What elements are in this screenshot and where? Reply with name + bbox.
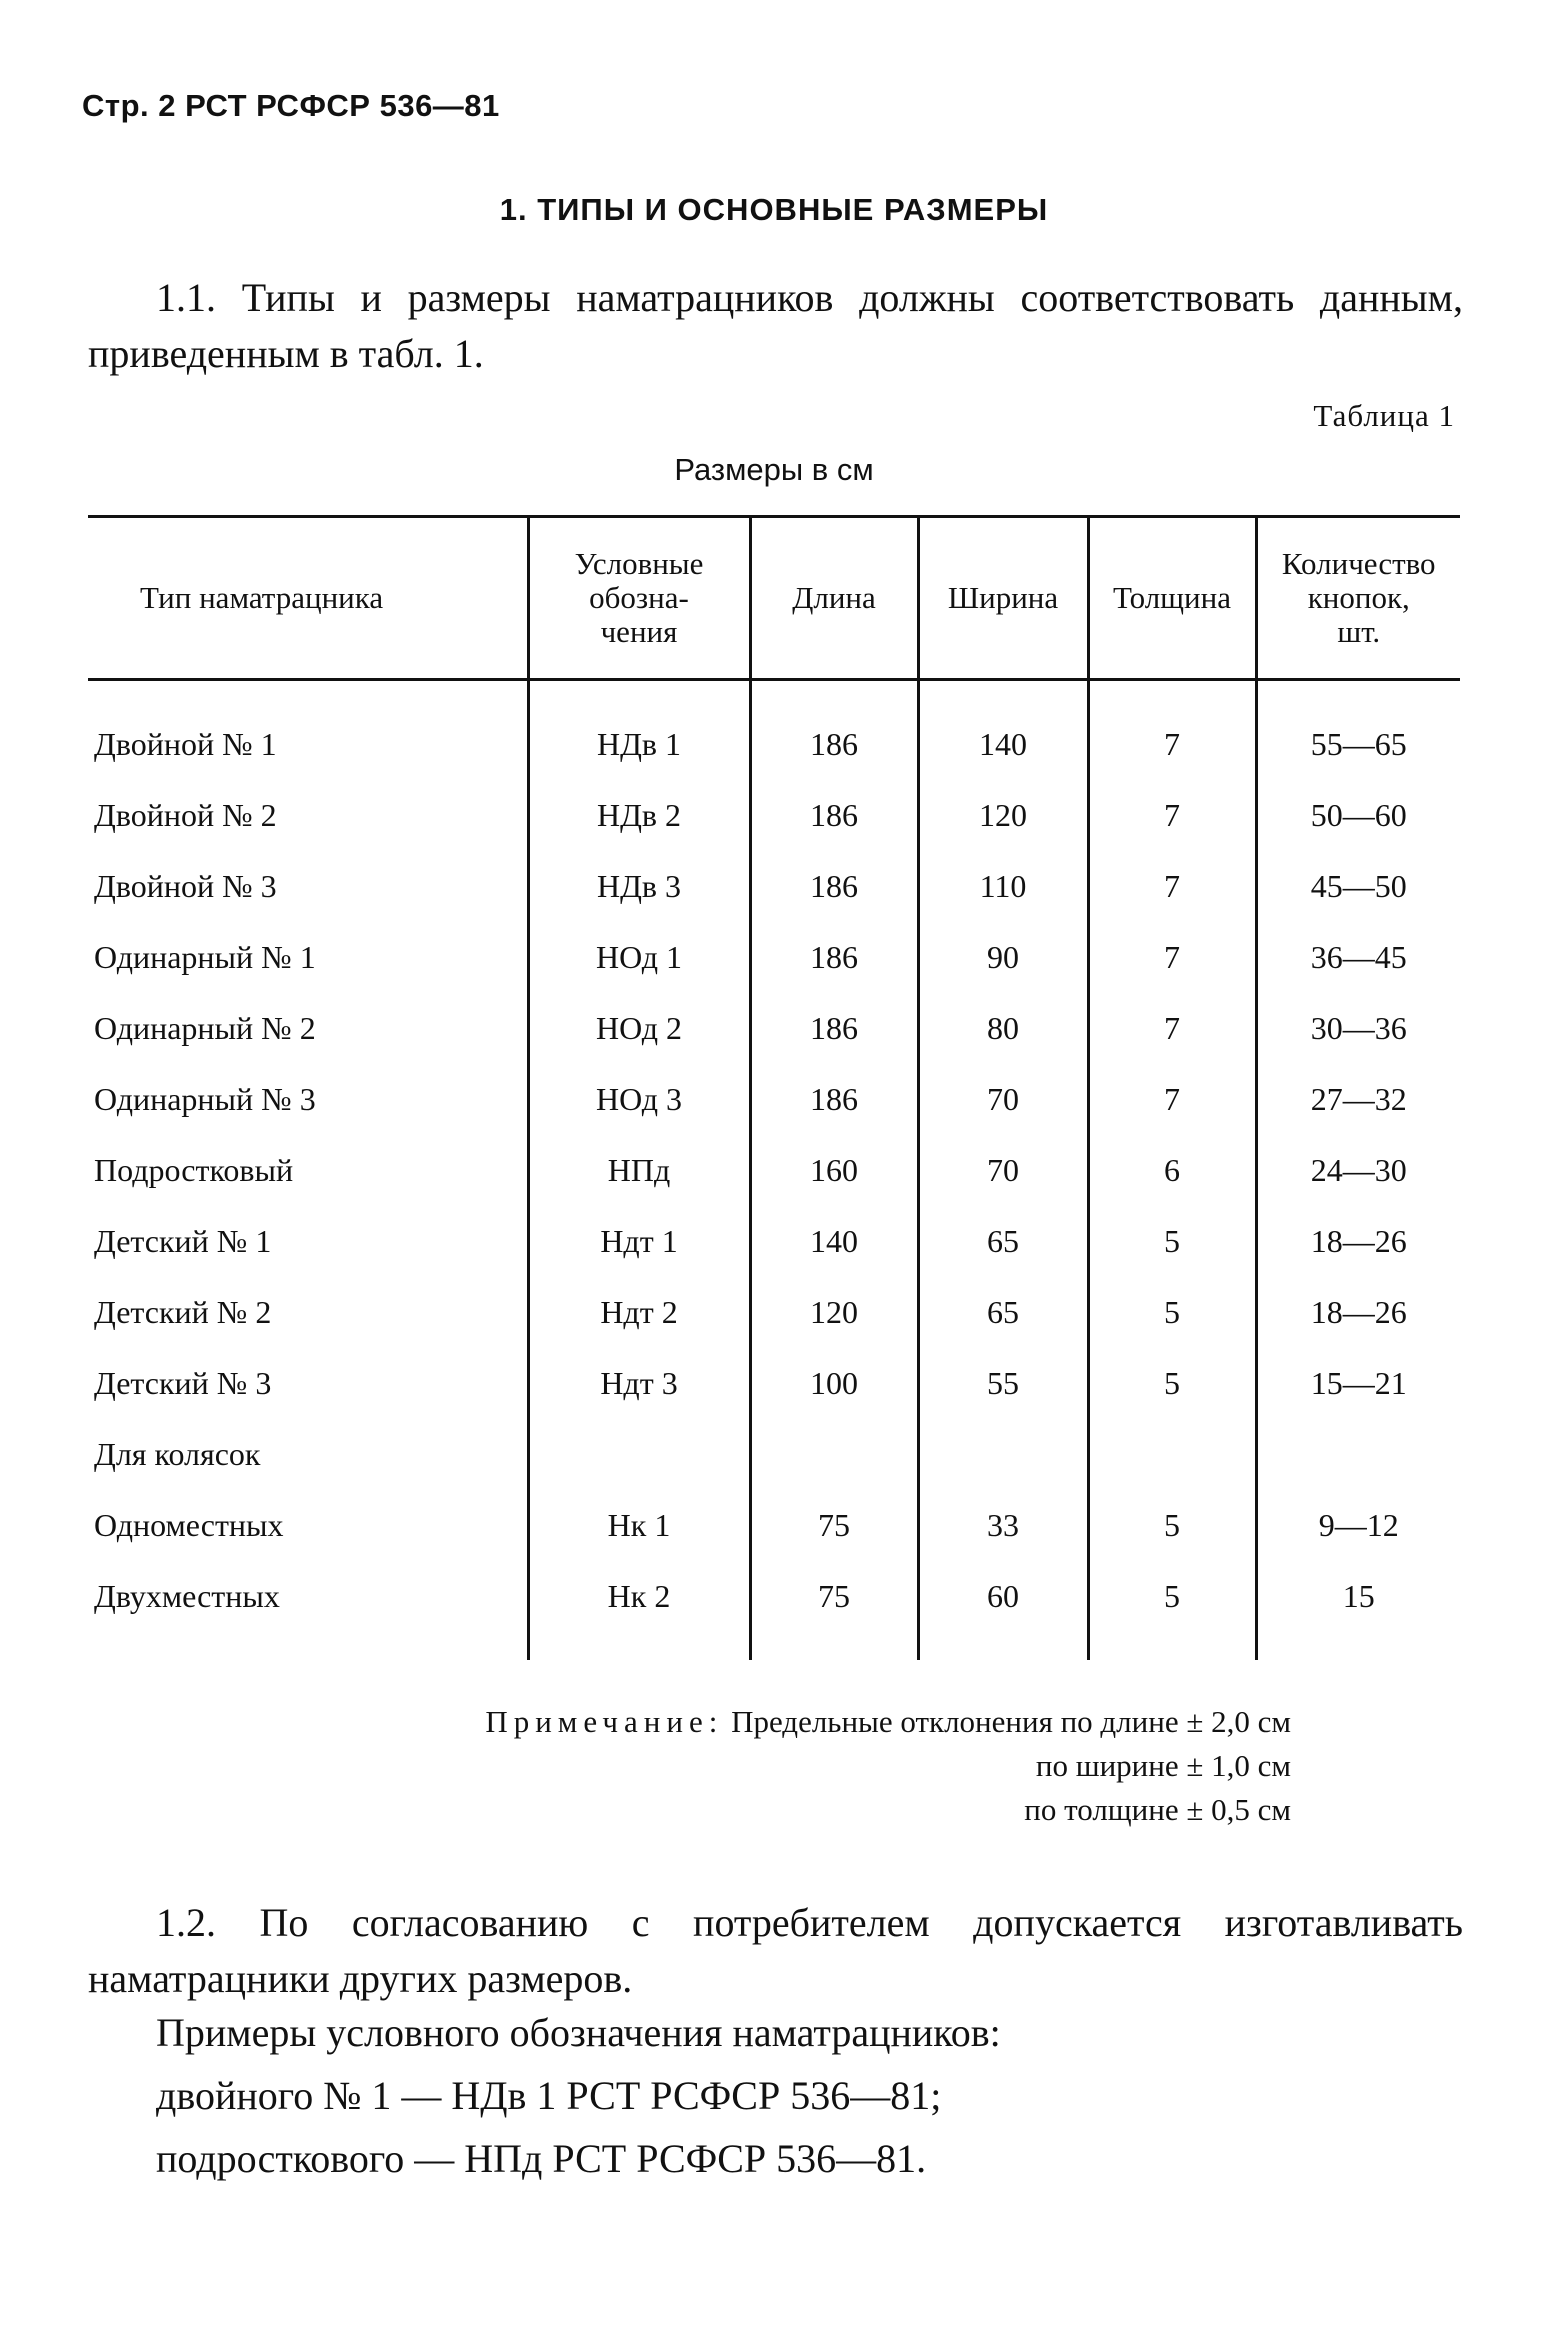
cell-buttons: 9—12 bbox=[1256, 1490, 1460, 1561]
table-row bbox=[88, 1064, 1460, 1135]
cell-thickness: 5 bbox=[1088, 1206, 1256, 1277]
cell-designation: НОд 1 bbox=[528, 922, 750, 993]
paragraph-1-2-text: 1.2. По согласованию с потребителем допускается изготавливать наматрацники других размеров. bbox=[88, 1900, 1463, 2001]
table-row bbox=[88, 1277, 1460, 1348]
cell-type: Одинарный № 2 bbox=[94, 1010, 316, 1046]
cell-buttons: 24—30 bbox=[1256, 1135, 1460, 1206]
header-buttons: Количество кнопок, шт. bbox=[1256, 517, 1460, 680]
cell-width: 33 bbox=[918, 1490, 1088, 1561]
paragraph-1-1-text: 1.1. Типы и размеры наматрацников должны соответствовать данным, приведенным в табл. 1. bbox=[88, 275, 1463, 376]
table-row bbox=[88, 1561, 1460, 1660]
cell-designation: НДв 3 bbox=[528, 851, 750, 922]
table-header-row bbox=[88, 517, 1460, 680]
cell-length: 75 bbox=[750, 1490, 918, 1561]
cell-type: Одинарный № 1 bbox=[94, 939, 316, 975]
cell-designation: НОд 2 bbox=[528, 993, 750, 1064]
cell-type: Двойной № 3 bbox=[94, 868, 277, 904]
cell-length: 186 bbox=[750, 680, 918, 781]
note-thickness-tolerance: по толщине ± 0,5 см bbox=[1024, 1792, 1291, 1827]
cell-designation: Нк 2 bbox=[528, 1561, 750, 1660]
cell-width: 120 bbox=[918, 780, 1088, 851]
header-type: Тип наматрацника bbox=[88, 517, 528, 680]
dimensions-table-wrapper bbox=[88, 515, 1460, 1660]
cell-length: 186 bbox=[750, 780, 918, 851]
cell-thickness: 7 bbox=[1088, 922, 1256, 993]
cell-type: Для колясок bbox=[94, 1436, 261, 1472]
cell-width: 70 bbox=[918, 1135, 1088, 1206]
cell-buttons: 45—50 bbox=[1256, 851, 1460, 922]
cell-designation: Ндт 3 bbox=[528, 1348, 750, 1419]
table-row bbox=[88, 1206, 1460, 1277]
table-row bbox=[88, 680, 1460, 781]
cell-thickness: 5 bbox=[1088, 1348, 1256, 1419]
cell-buttons: 18—26 bbox=[1256, 1206, 1460, 1277]
cell-designation: НПд bbox=[528, 1135, 750, 1206]
cell-length: 186 bbox=[750, 993, 918, 1064]
cell-thickness: 5 bbox=[1088, 1277, 1256, 1348]
table-row bbox=[88, 1348, 1460, 1419]
table-note bbox=[485, 1700, 1291, 1832]
cell-thickness bbox=[1088, 1419, 1256, 1490]
cell-designation bbox=[528, 1419, 750, 1490]
paragraph-1-1 bbox=[88, 270, 1463, 382]
cell-length: 120 bbox=[750, 1277, 918, 1348]
cell-buttons: 30—36 bbox=[1256, 993, 1460, 1064]
cell-type: Двойной № 1 bbox=[94, 726, 277, 762]
table-row bbox=[88, 1135, 1460, 1206]
cell-thickness: 5 bbox=[1088, 1490, 1256, 1561]
cell-type: Одноместных bbox=[94, 1507, 284, 1543]
table-body bbox=[88, 680, 1460, 1661]
dimensions-table bbox=[88, 515, 1460, 1660]
cell-buttons: 27—32 bbox=[1256, 1064, 1460, 1135]
units-caption: Размеры в см bbox=[674, 452, 874, 487]
examples-intro: Примеры условного обозначения наматрацников: bbox=[156, 2010, 1001, 2055]
table-row bbox=[88, 1419, 1460, 1490]
cell-length: 186 bbox=[750, 851, 918, 922]
cell-thickness: 7 bbox=[1088, 1064, 1256, 1135]
running-header: Стр. 2 РСТ РСФСР 536—81 bbox=[82, 88, 500, 123]
cell-designation: НОд 3 bbox=[528, 1064, 750, 1135]
cell-buttons: 36—45 bbox=[1256, 922, 1460, 993]
cell-designation: Ндт 1 bbox=[528, 1206, 750, 1277]
table-row bbox=[88, 993, 1460, 1064]
cell-length: 186 bbox=[750, 1064, 918, 1135]
header-width: Ширина bbox=[918, 517, 1088, 680]
example-double: двойного № 1 — НДв 1 РСТ РСФСР 536—81; bbox=[156, 2073, 942, 2118]
cell-length: 75 bbox=[750, 1561, 918, 1660]
cell-buttons: 55—65 bbox=[1256, 680, 1460, 781]
cell-type: Одинарный № 3 bbox=[94, 1081, 316, 1117]
note-width-tolerance: по ширине ± 1,0 см bbox=[1035, 1748, 1291, 1783]
header-thickness: Толщина bbox=[1088, 517, 1256, 680]
cell-width: 55 bbox=[918, 1348, 1088, 1419]
cell-buttons: 18—26 bbox=[1256, 1277, 1460, 1348]
cell-buttons: 15 bbox=[1256, 1561, 1460, 1660]
cell-thickness: 7 bbox=[1088, 680, 1256, 781]
cell-buttons bbox=[1256, 1419, 1460, 1490]
cell-thickness: 7 bbox=[1088, 851, 1256, 922]
cell-designation: НДв 1 bbox=[528, 680, 750, 781]
cell-length bbox=[750, 1419, 918, 1490]
cell-type: Двойной № 2 bbox=[94, 797, 277, 833]
cell-width: 80 bbox=[918, 993, 1088, 1064]
cell-thickness: 7 bbox=[1088, 780, 1256, 851]
example-teen: подросткового — НПд РСТ РСФСР 536—81. bbox=[156, 2136, 927, 2181]
table-row bbox=[88, 780, 1460, 851]
cell-type: Детский № 3 bbox=[94, 1365, 272, 1401]
cell-designation: Нк 1 bbox=[528, 1490, 750, 1561]
cell-length: 186 bbox=[750, 922, 918, 993]
cell-width bbox=[918, 1419, 1088, 1490]
cell-type: Двухместных bbox=[94, 1578, 280, 1614]
note-line-1 bbox=[485, 1700, 1291, 1744]
table-caption: Таблица 1 bbox=[1313, 398, 1455, 433]
cell-length: 100 bbox=[750, 1348, 918, 1419]
section-title: 1. ТИПЫ И ОСНОВНЫЕ РАЗМЕРЫ bbox=[499, 192, 1049, 227]
cell-width: 60 bbox=[918, 1561, 1088, 1660]
cell-width: 65 bbox=[918, 1206, 1088, 1277]
table-row bbox=[88, 922, 1460, 993]
cell-type: Детский № 2 bbox=[94, 1294, 272, 1330]
paragraph-1-2 bbox=[88, 1895, 1463, 2007]
cell-length: 140 bbox=[750, 1206, 918, 1277]
header-designation: Условные обозна- чения bbox=[528, 517, 750, 680]
header-length: Длина bbox=[750, 517, 918, 680]
cell-width: 65 bbox=[918, 1277, 1088, 1348]
cell-type: Детский № 1 bbox=[94, 1223, 272, 1259]
note-length-tolerance: Предельные отклонения по длине ± 2,0 см bbox=[731, 1704, 1291, 1739]
cell-length: 160 bbox=[750, 1135, 918, 1206]
cell-designation: Ндт 2 bbox=[528, 1277, 750, 1348]
cell-buttons: 50—60 bbox=[1256, 780, 1460, 851]
cell-designation: НДв 2 bbox=[528, 780, 750, 851]
cell-thickness: 6 bbox=[1088, 1135, 1256, 1206]
cell-thickness: 7 bbox=[1088, 993, 1256, 1064]
note-label: Примечание: bbox=[485, 1704, 724, 1739]
cell-width: 110 bbox=[918, 851, 1088, 922]
cell-type: Подростковый bbox=[94, 1152, 294, 1188]
table-row bbox=[88, 1490, 1460, 1561]
cell-width: 140 bbox=[918, 680, 1088, 781]
cell-width: 90 bbox=[918, 922, 1088, 993]
cell-width: 70 bbox=[918, 1064, 1088, 1135]
cell-buttons: 15—21 bbox=[1256, 1348, 1460, 1419]
cell-thickness: 5 bbox=[1088, 1561, 1256, 1660]
table-row bbox=[88, 851, 1460, 922]
